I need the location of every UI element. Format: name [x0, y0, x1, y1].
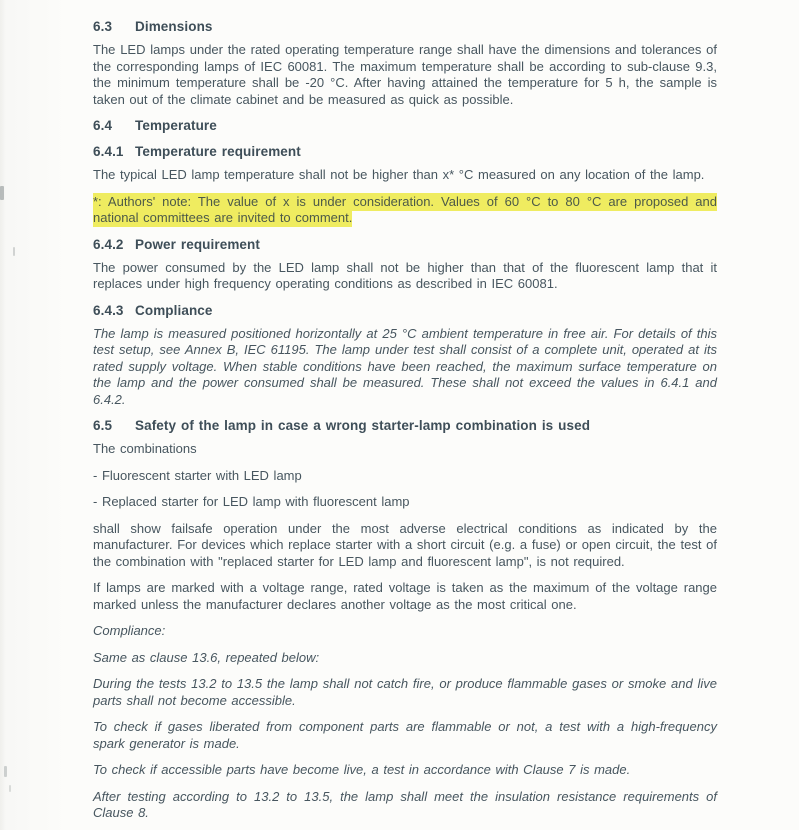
section-number: 6.4.3	[93, 302, 124, 318]
section-title: Compliance	[135, 302, 213, 318]
paragraph-gases-check: To check if gases liberated from component parts are flammable or not, a test with a high-frequency spark generator is made.	[93, 719, 717, 751]
scan-artifact	[9, 785, 11, 792]
paragraph-compliance-label: Compliance:	[93, 623, 166, 638]
scan-artifact	[4, 766, 7, 777]
paragraph-temperature-requirement: The typical LED lamp temperature shall not be higher than x* °C measured on any location of the lamp.	[93, 167, 705, 182]
paragraph-power-requirement: The power consumed by the LED lamp shall not be higher than that of the fluorescent lamp that it replaces under high frequency operating conditions as described in IEC 60081.	[93, 259, 717, 291]
paragraph-accessible-parts-check: To check if accessible parts have become live, a test in accordance with Clause 7 is made.	[93, 762, 631, 777]
authors-note	[93, 194, 717, 227]
section-heading-6-4-3	[93, 303, 717, 319]
section-number: 6.4	[93, 118, 113, 133]
paragraph-voltage-range: If lamps are marked with a voltage range, rated voltage is taken as the maximum of the voltage range marked unless the manufacturer declares another voltage as the most critical one.	[93, 580, 717, 612]
section-number: 6.3	[93, 19, 113, 34]
section-title: Dimensions	[135, 19, 213, 34]
section-heading-6-4-2	[93, 237, 717, 253]
section-title: Safety of the lamp in case a wrong starter-lamp combination is used	[135, 418, 591, 433]
paragraph-failsafe-operation: shall show failsafe operation under the most adverse electrical conditions as indicated by the manufacturer. For devices which replace starter with a short circuit (e.g. a fuse) or open circuit, the test of the combination with "replaced starter for LED lamp and fluorescent lamp", is not required.	[93, 520, 717, 569]
section-number: 6.5	[93, 418, 113, 433]
paragraph-same-as-clause: Same as clause 13.6, repeated below:	[93, 649, 320, 665]
paragraph-insulation-resistance: After testing according to 13.2 to 13.5, the lamp shall meet the insulation resistance requirements of Clause 8.	[93, 788, 717, 820]
section-heading-6-5	[93, 418, 717, 434]
document-page	[93, 0, 717, 822]
list-item-replaced-starter: - Replaced starter for LED lamp with fluorescent lamp	[93, 494, 410, 509]
section-heading-6-3	[93, 19, 717, 35]
paragraph-during-tests: During the tests 13.2 to 13.5 the lamp shall not catch fire, or produce flammable gases or smoke and live parts shall not become accessible.	[93, 676, 717, 708]
paragraph-dimensions: The LED lamps under the rated operating temperature range shall have the dimensions and tolerances of the corresponding lamps of IEC 60081. The maximum temperature shall be according to sub-clause 9.3, the minimum temperature shall be -20 °C. After having attained the temperature for 5 h, the sample is taken out of the climate cabinet and be measured as quick as possible.	[93, 42, 717, 107]
section-number: 6.4.2	[93, 236, 124, 252]
scan-artifact	[13, 247, 15, 256]
paragraph-the-combinations: The combinations	[93, 441, 197, 456]
scan-artifact	[0, 186, 4, 200]
section-heading-6-4-1	[93, 144, 717, 160]
section-title: Temperature	[135, 118, 217, 133]
list-item-fluorescent-starter: - Fluorescent starter with LED lamp	[93, 467, 302, 483]
section-title: Temperature requirement	[135, 144, 301, 159]
section-heading-6-4	[93, 118, 717, 134]
section-number: 6.4.1	[93, 144, 124, 159]
section-title: Power requirement	[135, 236, 260, 252]
paragraph-compliance-6-4-3: The lamp is measured positioned horizontally at 25 °C ambient temperature in free air. For details of this test setup, see Annex B, IEC 61195. The lamp under test shall consist of a complete unit, operated at its rated supply voltage. When stable conditions have been reached, the maximum surface temperature on the lamp and the power consumed shall be measured. These shall not exceed the values in 6.4.1 and 6.4.2.	[93, 325, 717, 407]
highlighted-note-text: *: Authors' note: The value of x is under consideration. Values of 60 °C to 80 °C are proposed and national committees are invited to comment.	[93, 193, 717, 225]
